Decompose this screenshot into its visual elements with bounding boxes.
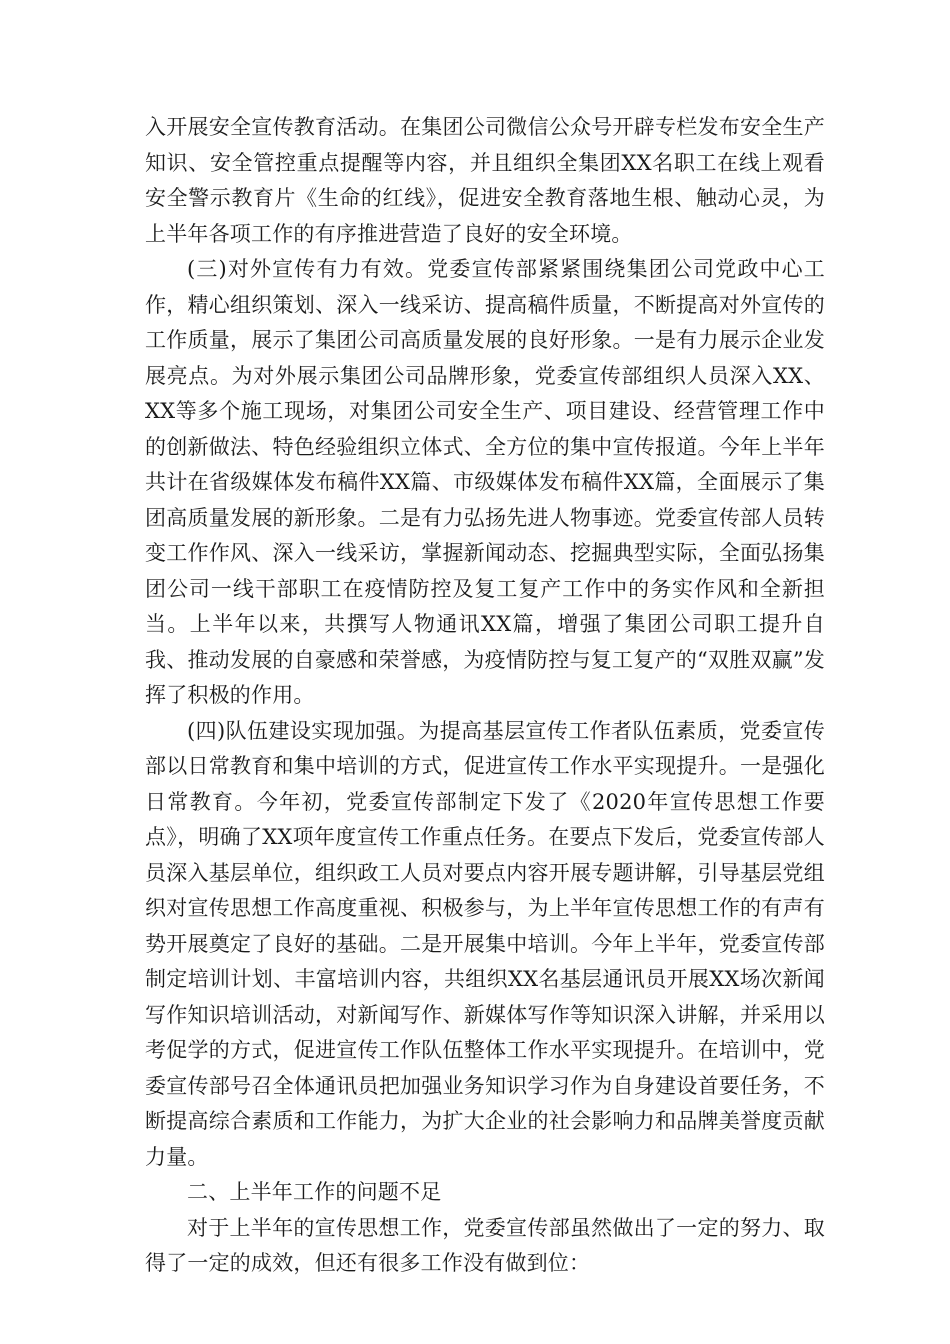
section-heading-problems: 二、上半年工作的问题不足: [187, 1180, 442, 1204]
paragraph-team-building: (四)队伍建设实现加强。为提高基层宣传工作者队伍素质，党委宣传部以日常教育和集中培训的方式，促进宣传工作水平实现提升。一是强化日常教育。今年初，党委宣传部制定下发了《2020年宣传思想工作要点》，明确了XX项年度宣传工作重点任务。在要点下发后，党委宣传部人员深入基层单位，组织政工人员对要点内容开展专题讲解，引导基层党组织对宣传思想工作高度重视、积极参与，为上半年宣传思想工作的有声有势开展奠定了良好的基础。二是开展集中培训。今年上半年，党委宣传部制定培训计划、丰富培训内容，共组织XX名基层通讯员开展XX场次新闻写作知识培训活动，对新闻写作、新媒体写作等知识深入讲解，并采用以考促学的方式，促进宣传工作队伍整体工作水平实现提升。在培训中，党委宣传部号召全体通讯员把加强业务知识学习作为自身建设首要任务，不断提高综合素质和工作能力，为扩大企业的社会影响力和品牌美誉度贡献力量。: [145, 718, 825, 1169]
paragraph-problems-intro: 对于上半年的宣传思想工作，党委宣传部虽然做出了一定的努力、取得了一定的成效，但还有很多工作没有做到位：: [145, 1215, 825, 1275]
paragraph-continuation: 入开展安全宣传教育活动。在集团公司微信公众号开辟专栏发布安全生产知识、安全管控重点提醒等内容，并且组织全集团XX名职工在线上观看安全警示教育片《生命的红线》，促进安全教育落地生根、触动心灵，为上半年各项工作的有序推进营造了良好的安全环境。: [145, 115, 825, 246]
paragraph-external-publicity: (三)对外宣传有力有效。党委宣传部紧紧围绕集团公司党政中心工作，精心组织策划、深入一线采访、提高稿件质量，不断提高对外宣传的工作质量，展示了集团公司高质量发展的良好形象。一是有力展示企业发展亮点。为对外展示集团公司品牌形象，党委宣传部组织人员深入XX、XX等多个施工现场，对集团公司安全生产、项目建设、经营管理工作中的创新做法、特色经验组织立体式、全方位的集中宣传报道。今年上半年共计在省级媒体发布稿件XX篇、市级媒体发布稿件XX篇，全面展示了集团高质量发展的新形象。二是有力弘扬先进人物事迹。党委宣传部人员转变工作作风、深入一线采访，掌握新闻动态、挖掘典型实际，全面弘扬集团公司一线干部职工在疫情防控及复工复产工作中的务实作风和全新担当。上半年以来，共撰写人物通讯XX篇，增强了集团公司职工提升自我、推动发展的自豪感和荣誉感，为疫情防控与复工复产的“双胜双赢”发挥了积极的作用。: [145, 257, 825, 707]
document-body: [145, 110, 825, 1282]
